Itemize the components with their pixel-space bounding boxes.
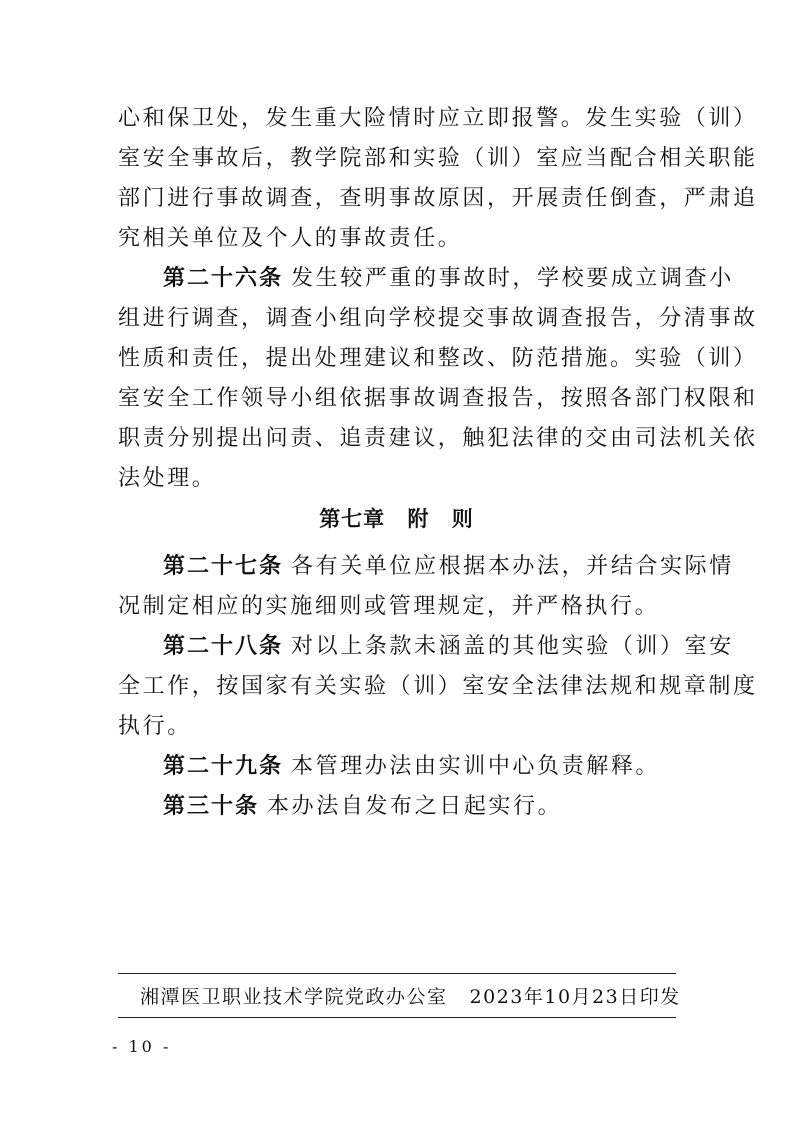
footer-top-rule xyxy=(118,973,676,974)
body-line: 性质和责任，提出处理建议和整改、防范措施。实验（训） xyxy=(118,346,758,371)
body-text: 本管理办法由实训中心负责解释。 xyxy=(291,754,661,779)
footer-bottom-rule xyxy=(118,1017,676,1018)
footer-date: 2023年10月23日印发 xyxy=(469,986,681,1008)
article-30-first-line xyxy=(163,792,562,822)
article-28-label: 第二十八条 xyxy=(163,634,284,659)
article-27-label: 第二十七条 xyxy=(163,554,284,579)
page-number: - 10 - xyxy=(112,1037,172,1056)
body-text: 发生较严重的事故时，学校要成立调查小 xyxy=(291,266,734,291)
body-text: 各有关单位应根据本办法，并结合实际情 xyxy=(291,554,734,579)
body-line: 究相关单位及个人的事故责任。 xyxy=(118,226,463,251)
body-line: 心和保卫处，发生重大险情时应立即报警。发生实验（训） xyxy=(118,106,758,131)
body-line: 部门进行事故调查，查明事故原因，开展责任倒查，严肃追 xyxy=(118,186,758,211)
article-26-first-line xyxy=(163,264,734,294)
body-line: 室安全工作领导小组依据事故调查报告，按照各部门权限和 xyxy=(118,386,758,411)
body-line: 法处理。 xyxy=(118,466,217,491)
body-line: 全工作，按国家有关实验（训）室安全法律法规和规章制度 xyxy=(118,674,758,699)
body-line: 职责分别提出问责、追责建议，触犯法律的交由司法机关依 xyxy=(118,426,758,451)
body-line: 况制定相应的实施细则或管理规定，并严格执行。 xyxy=(118,594,660,619)
chapter-title: 附 则 xyxy=(407,507,474,531)
body-text: 本办法自发布之日起实行。 xyxy=(267,794,563,819)
article-29-label: 第二十九条 xyxy=(163,754,284,779)
article-28-first-line xyxy=(163,632,734,662)
chapter-heading xyxy=(0,504,793,534)
article-27-first-line xyxy=(163,552,734,582)
body-line: 执行。 xyxy=(118,714,192,739)
body-line: 组进行调查，调查小组向学校提交事故调查报告，分清事故 xyxy=(118,306,758,331)
body-line: 室安全事故后，教学院部和实验（训）室应当配合相关职能 xyxy=(118,146,758,171)
article-30-label: 第三十条 xyxy=(163,794,260,819)
article-26-label: 第二十六条 xyxy=(163,266,284,291)
footer-issuer-line xyxy=(140,983,681,1011)
body-text: 对以上条款未涵盖的其他实验（训）室安 xyxy=(291,634,734,659)
article-29-first-line xyxy=(163,752,660,782)
chapter-number: 第七章 xyxy=(319,507,386,531)
footer-issuer: 湘潭医卫职业技术学院党政办公室 xyxy=(140,986,448,1008)
